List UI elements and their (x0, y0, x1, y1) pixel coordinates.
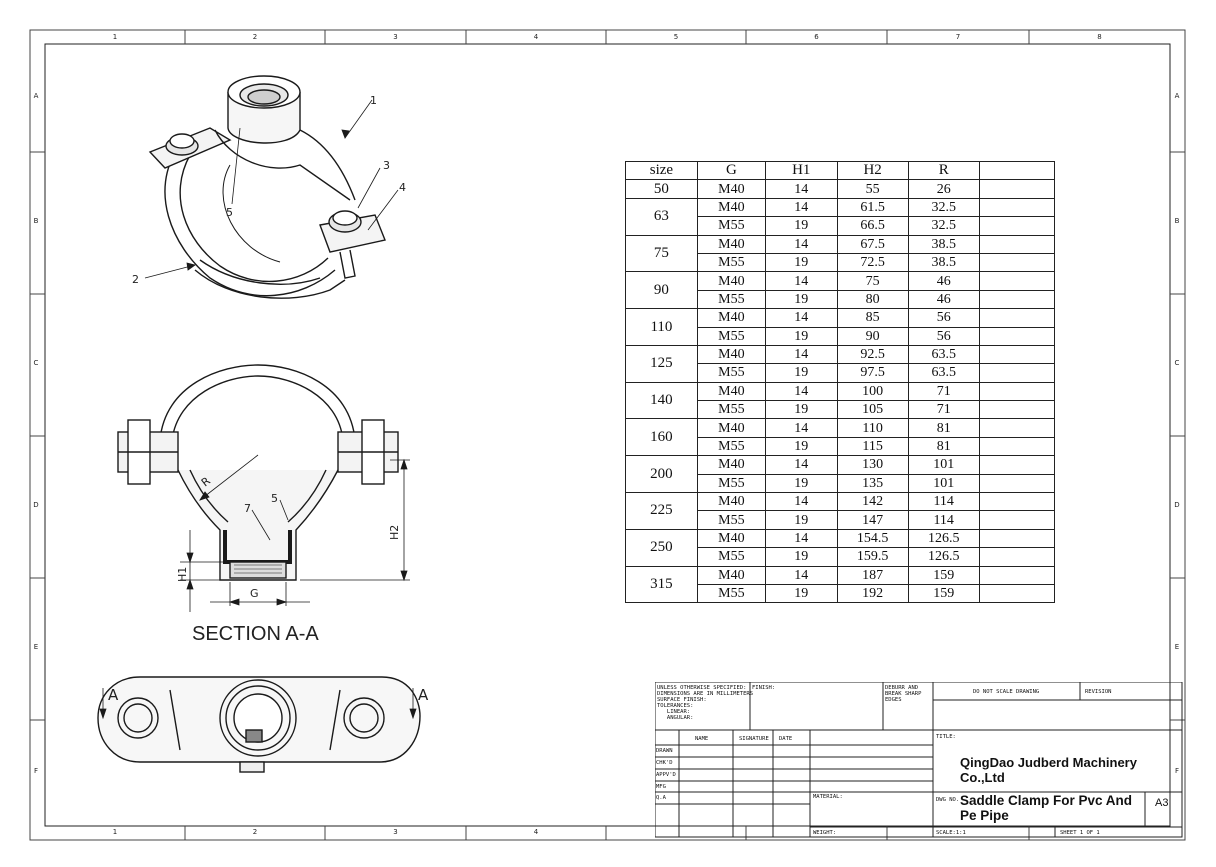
h2-cell: 97.5 (837, 364, 908, 382)
h1-cell: 14 (765, 529, 837, 547)
section-marker-left: A (108, 686, 119, 704)
table-row (626, 382, 1055, 400)
h1-cell: 14 (765, 566, 837, 584)
role-qa: Q.A (656, 795, 666, 801)
h1-cell: 19 (765, 364, 837, 382)
h1-cell: 14 (765, 235, 837, 253)
blank-cell (979, 493, 1054, 511)
r-cell: 114 (908, 511, 979, 529)
blank-cell (979, 382, 1054, 400)
r-cell: 38.5 (908, 235, 979, 253)
blank-cell (979, 548, 1054, 566)
frame-row-letter: A (33, 92, 39, 100)
blank-cell (979, 437, 1054, 455)
h1-cell: 14 (765, 198, 837, 216)
h2-cell: 90 (837, 327, 908, 345)
table-row (626, 272, 1055, 290)
drawing-title: Saddle Clamp For Pvc And Pe Pipe (960, 793, 1133, 823)
g-cell: M40 (697, 272, 765, 290)
blank-cell (979, 566, 1054, 584)
r-cell: 56 (908, 309, 979, 327)
h2-cell: 105 (837, 401, 908, 419)
r-cell: 101 (908, 456, 979, 474)
h2-cell: 192 (837, 584, 908, 602)
frame-column-number: 4 (533, 33, 539, 41)
dimension-g-label: G (250, 587, 259, 600)
deburr-note: DEBURR AND BREAK SHARP EDGES (885, 685, 922, 703)
h2-cell: 80 (837, 290, 908, 308)
h1-cell: 14 (765, 419, 837, 437)
r-cell: 159 (908, 566, 979, 584)
blank-cell (979, 401, 1054, 419)
size-cell: 160 (626, 419, 698, 456)
g-cell: M55 (697, 584, 765, 602)
g-cell: M40 (697, 345, 765, 363)
blank-cell (979, 235, 1054, 253)
frame-row-letter: E (1174, 643, 1180, 651)
blank-cell (979, 419, 1054, 437)
frame-column-number: 3 (393, 33, 398, 41)
blank-cell (979, 272, 1054, 290)
frame-column-number-bottom: 2 (252, 828, 258, 836)
size-cell: 140 (626, 382, 698, 419)
table-header-row (626, 162, 1055, 180)
section-view (118, 365, 398, 580)
table-row (626, 309, 1055, 327)
h1-cell: 19 (765, 253, 837, 271)
g-cell: M40 (697, 566, 765, 584)
blank-cell (979, 327, 1054, 345)
table-row (626, 456, 1055, 474)
blank-cell (979, 511, 1054, 529)
r-cell: 114 (908, 493, 979, 511)
g-cell: M55 (697, 511, 765, 529)
h2-cell: 75 (837, 272, 908, 290)
frame-row-letter: E (33, 643, 39, 651)
section-title: SECTION A-A (192, 623, 319, 645)
scale-label: SCALE:1:1 (936, 830, 966, 836)
h2-cell: 92.5 (837, 345, 908, 363)
size-cell: 225 (626, 493, 698, 530)
company-name: QingDao Judberd Machinery Co.,Ltd (960, 755, 1137, 785)
weight-label: WEIGHT: (813, 830, 837, 836)
blank-cell (979, 364, 1054, 382)
title-block (655, 682, 1183, 838)
table-row (626, 198, 1055, 216)
h1-cell: 14 (765, 382, 837, 400)
h2-cell: 115 (837, 437, 908, 455)
h1-cell: 14 (765, 309, 837, 327)
h2-cell: 159.5 (837, 548, 908, 566)
table-row (626, 529, 1055, 547)
h2-cell: 55 (837, 180, 908, 198)
dimension-r-label: R (198, 474, 213, 490)
g-cell: M40 (697, 382, 765, 400)
size-cell: 110 (626, 309, 698, 346)
date-column-label: DATE (779, 736, 793, 742)
dimension-h1-label: H1 (176, 566, 189, 582)
h2-cell: 142 (837, 493, 908, 511)
isometric-view (150, 76, 385, 298)
h1-cell: 19 (765, 584, 837, 602)
frame-row-letter: D (33, 501, 39, 509)
frame-row-letter: F (33, 767, 39, 775)
table-row (626, 493, 1055, 511)
r-cell: 63.5 (908, 345, 979, 363)
r-cell: 46 (908, 290, 979, 308)
blank-cell (979, 290, 1054, 308)
g-cell: M40 (697, 493, 765, 511)
balloon-5-section: 5 (271, 492, 278, 505)
r-cell: 159 (908, 584, 979, 602)
h2-cell: 187 (837, 566, 908, 584)
h1-cell: 19 (765, 401, 837, 419)
frame-row-letter: D (1174, 501, 1180, 509)
dimension-h2-label: H2 (388, 524, 401, 540)
g-cell: M40 (697, 180, 765, 198)
frame-column-number: 1 (112, 33, 118, 41)
balloon-1: 1 (370, 94, 377, 107)
r-cell: 46 (908, 272, 979, 290)
r-cell: 71 (908, 401, 979, 419)
r-cell: 32.5 (908, 198, 979, 216)
blank-cell (979, 198, 1054, 216)
blank-cell (979, 345, 1054, 363)
balloon-3: 3 (383, 159, 390, 172)
table-row (626, 180, 1055, 198)
g-cell: M55 (697, 290, 765, 308)
r-cell: 71 (908, 382, 979, 400)
size-cell: 90 (626, 272, 698, 309)
r-cell: 63.5 (908, 364, 979, 382)
g-cell: M55 (697, 474, 765, 492)
r-cell: 32.5 (908, 217, 979, 235)
balloon-4: 4 (399, 181, 406, 194)
blank-cell (979, 180, 1054, 198)
r-cell: 38.5 (908, 253, 979, 271)
name-column-label: NAME (695, 736, 709, 742)
do-not-scale-note: DO NOT SCALE DRAWING (973, 689, 1040, 695)
r-cell: 26 (908, 180, 979, 198)
top-view (98, 677, 420, 772)
role-approved: APPV'D (656, 772, 676, 778)
frame-row-letter: F (1174, 767, 1180, 775)
h2-cell: 110 (837, 419, 908, 437)
h2-cell: 85 (837, 309, 908, 327)
h1-cell: 14 (765, 272, 837, 290)
r-cell: 81 (908, 437, 979, 455)
h1-cell: 19 (765, 548, 837, 566)
table-row (626, 566, 1055, 584)
h2-cell: 147 (837, 511, 908, 529)
revision-label: REVISION (1085, 689, 1112, 695)
finish-label: FINISH: (752, 685, 776, 691)
r-cell: 101 (908, 474, 979, 492)
g-cell: M40 (697, 456, 765, 474)
balloon-5: 5 (226, 206, 233, 219)
g-cell: M40 (697, 198, 765, 216)
h1-cell: 19 (765, 327, 837, 345)
h1-cell: 14 (765, 345, 837, 363)
h2-cell: 66.5 (837, 217, 908, 235)
role-checked: CHK'D (656, 760, 673, 766)
g-cell: M40 (697, 309, 765, 327)
frame-row-letter: B (33, 217, 39, 225)
sheet-count: SHEET 1 OF 1 (1060, 830, 1100, 836)
blank-cell (979, 253, 1054, 271)
size-cell: 50 (626, 180, 698, 198)
tolerance-notes: UNLESS OTHERWISE SPECIFIED: DIMENSIONS ARE IN MILLIMETERS SURFACE FINISH: TOLERANCES: LINEAR: ANGULAR: (657, 685, 754, 721)
g-cell: M55 (697, 401, 765, 419)
r-cell: 126.5 (908, 548, 979, 566)
size-cell: 125 (626, 345, 698, 382)
h2-cell: 67.5 (837, 235, 908, 253)
role-mfg: MFG (656, 784, 666, 790)
blank-cell (979, 217, 1054, 235)
frame-column-number: 6 (814, 33, 819, 41)
header-blank (979, 162, 1054, 180)
h1-cell: 19 (765, 437, 837, 455)
h2-cell: 61.5 (837, 198, 908, 216)
g-cell: M55 (697, 217, 765, 235)
g-cell: M40 (697, 235, 765, 253)
frame-column-number: 8 (1097, 33, 1102, 41)
g-cell: M55 (697, 253, 765, 271)
balloon-2: 2 (132, 273, 139, 286)
header-r: R (908, 162, 979, 180)
dwg-no-label: DWG NO. (936, 797, 960, 803)
size-cell: 200 (626, 456, 698, 493)
g-cell: M55 (697, 548, 765, 566)
sheet-size: A3 (1155, 797, 1169, 809)
frame-row-letter: C (33, 359, 39, 367)
blank-cell (979, 309, 1054, 327)
h1-cell: 19 (765, 217, 837, 235)
table-row (626, 345, 1055, 363)
header-g: G (697, 162, 765, 180)
h1-cell: 14 (765, 456, 837, 474)
frame-column-number: 2 (252, 33, 258, 41)
signature-column-label: SIGNATURE (739, 736, 769, 742)
h2-cell: 135 (837, 474, 908, 492)
g-cell: M55 (697, 437, 765, 455)
frame-column-number-bottom: 1 (112, 828, 118, 836)
size-cell: 315 (626, 566, 698, 603)
h1-cell: 14 (765, 180, 837, 198)
g-cell: M55 (697, 327, 765, 345)
h1-cell: 19 (765, 290, 837, 308)
blank-cell (979, 584, 1054, 602)
header-h2: H2 (837, 162, 908, 180)
title-label: TITLE: (936, 734, 956, 740)
blank-cell (979, 529, 1054, 547)
h1-cell: 19 (765, 474, 837, 492)
frame-column-number: 7 (955, 33, 961, 41)
g-cell: M40 (697, 419, 765, 437)
section-marker-right: A (418, 686, 429, 704)
frame-column-number-bottom: 3 (393, 828, 398, 836)
r-cell: 126.5 (908, 529, 979, 547)
h2-cell: 154.5 (837, 529, 908, 547)
h2-cell: 130 (837, 456, 908, 474)
g-cell: M40 (697, 529, 765, 547)
table-body (626, 180, 1055, 603)
material-label: MATERIAL: (813, 794, 843, 800)
size-cell: 63 (626, 198, 698, 235)
r-cell: 81 (908, 419, 979, 437)
frame-row-letter: B (1174, 217, 1180, 225)
frame-column-number-bottom: 4 (533, 828, 539, 836)
size-cell: 75 (626, 235, 698, 272)
frame-row-letter: C (1174, 359, 1180, 367)
h2-cell: 100 (837, 382, 908, 400)
table-row (626, 235, 1055, 253)
size-cell: 250 (626, 529, 698, 566)
r-cell: 56 (908, 327, 979, 345)
balloon-7: 7 (244, 502, 251, 515)
frame-row-letter: A (1174, 92, 1180, 100)
blank-cell (979, 456, 1054, 474)
g-cell: M55 (697, 364, 765, 382)
table-row (626, 419, 1055, 437)
header-h1: H1 (765, 162, 837, 180)
role-drawn: DRAWN (656, 748, 673, 754)
h1-cell: 19 (765, 511, 837, 529)
h2-cell: 72.5 (837, 253, 908, 271)
h1-cell: 14 (765, 493, 837, 511)
dimension-table (625, 161, 1055, 603)
blank-cell (979, 474, 1054, 492)
header-size: size (626, 162, 698, 180)
frame-column-number: 5 (673, 33, 679, 41)
